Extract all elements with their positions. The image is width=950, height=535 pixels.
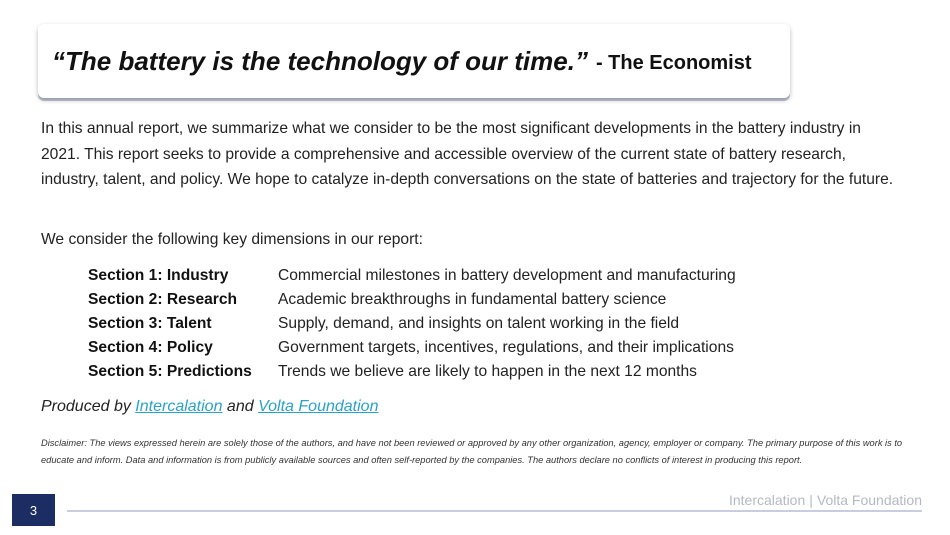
quote-source: - The Economist [595, 51, 752, 74]
intro-paragraph: In this annual report, we summarize what we consider to be the most significant developments in the battery industry in 2021. This report seeks to provide a comprehensive and accessible overview of the current state of battery research, industry, talent, and policy. We hope to catalyze in-depth conversations on the state of batteries and trajectory for the future. [41, 120, 894, 188]
produced-by-and: and [226, 398, 254, 415]
section-row-talent [88, 312, 848, 336]
section-description: Supply, demand, and insights on talent working in the field [278, 315, 680, 332]
footer-brand [729, 492, 922, 508]
section-name: Section 2: Research [88, 291, 238, 308]
footer-brand-volta: Volta Foundation [816, 492, 922, 508]
produced-by-line [41, 398, 378, 416]
section-description: Trends we believe are likely to happen in the next 12 months [278, 363, 697, 380]
section-description: Government targets, incentives, regulations, and their implications [278, 339, 734, 356]
section-row-policy [88, 336, 848, 360]
section-name: Section 1: Industry [88, 267, 229, 284]
section-name: Section 3: Talent [88, 315, 212, 332]
footer-brand-separator: | [809, 492, 813, 508]
volta-foundation-link[interactable]: Volta Foundation [258, 398, 379, 415]
section-description: Academic breakthroughs in fundamental battery science [278, 291, 667, 308]
sections-list [88, 264, 848, 384]
section-row-research [88, 288, 848, 312]
quote-callout [38, 24, 790, 98]
page-number-badge: 3 [12, 494, 55, 526]
section-description: Commercial milestones in battery development and manufacturing [278, 267, 736, 284]
quote-text: “The battery is the technology of our time.” [52, 45, 588, 76]
dimensions-lead-in: We consider the following key dimensions in our report: [41, 231, 423, 248]
produced-by-prefix: Produced by [41, 398, 131, 415]
section-name: Section 4: Policy [88, 339, 213, 356]
section-name: Section 5: Predictions [88, 363, 252, 380]
footer-brand-intercalation: Intercalation [728, 492, 806, 508]
section-row-predictions [88, 360, 848, 384]
footer-divider [67, 510, 922, 512]
intercalation-link[interactable]: Intercalation [135, 398, 223, 415]
section-row-industry [88, 264, 848, 288]
disclaimer-text: Disclaimer: The views expressed herein are solely those of the authors, and have not been reviewed or approved by any other organization, agency, employer or company. The primary purpose of this work is to educate and inform. Data and information is from publicly available sources and often self-reported by the companies. The authors declare no conflicts of interest in producing this report. [41, 438, 903, 465]
